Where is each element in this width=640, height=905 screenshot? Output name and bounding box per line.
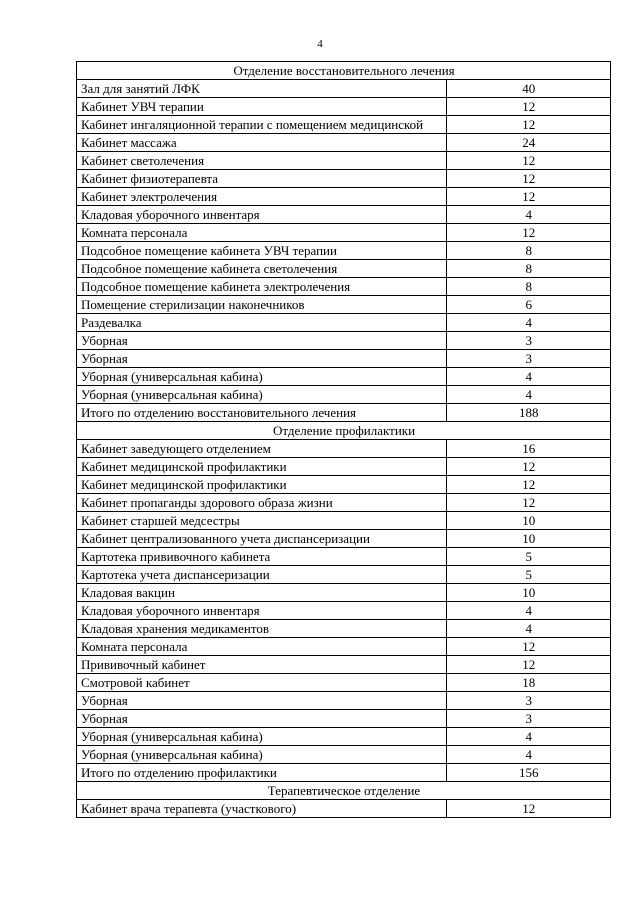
room-name-cell: Уборная (универсальная кабина)	[77, 368, 447, 386]
table-row	[77, 494, 611, 512]
room-name-cell: Картотека учета диспансеризации	[77, 566, 447, 584]
room-area-cell: 4	[446, 314, 610, 332]
room-area-cell: 4	[446, 728, 610, 746]
room-name-cell: Уборная (универсальная кабина)	[77, 746, 447, 764]
room-area-cell: 8	[446, 242, 610, 260]
table-row	[77, 566, 611, 584]
room-area-cell: 4	[446, 620, 610, 638]
room-area-cell: 4	[446, 206, 610, 224]
table-row	[77, 242, 611, 260]
table-row	[77, 332, 611, 350]
table-row	[77, 458, 611, 476]
room-name-cell: Кабинет врача терапевта (участкового)	[77, 800, 447, 818]
room-area-cell: 12	[446, 800, 610, 818]
room-name-cell: Уборная (универсальная кабина)	[77, 386, 447, 404]
room-name-cell: Кабинет заведующего отделением	[77, 440, 447, 458]
table-row	[77, 80, 611, 98]
room-area-cell: 40	[446, 80, 610, 98]
table-row	[77, 314, 611, 332]
table-row	[77, 152, 611, 170]
room-area-cell: 5	[446, 548, 610, 566]
room-name-cell: Кабинет централизованного учета диспансеризации	[77, 530, 447, 548]
table-row	[77, 692, 611, 710]
table-row	[77, 746, 611, 764]
table-row	[77, 728, 611, 746]
room-name-cell: Комната персонала	[77, 224, 447, 242]
room-name-cell: Кабинет физиотерапевта	[77, 170, 447, 188]
room-name-cell: Уборная	[77, 710, 447, 728]
room-name-cell: Кабинет УВЧ терапии	[77, 98, 447, 116]
table-row	[77, 134, 611, 152]
room-name-cell: Кладовая уборочного инвентаря	[77, 602, 447, 620]
room-area-cell: 10	[446, 530, 610, 548]
table-row	[77, 296, 611, 314]
room-name-cell: Итого по отделению профилактики	[77, 764, 447, 782]
table-row	[77, 440, 611, 458]
room-area-cell: 24	[446, 134, 610, 152]
room-name-cell: Итого по отделению восстановительного лечения	[77, 404, 447, 422]
room-name-cell: Кабинет массажа	[77, 134, 447, 152]
table-row	[77, 620, 611, 638]
table-row	[77, 170, 611, 188]
room-name-cell: Кабинет медицинской профилактики	[77, 476, 447, 494]
section-header-row	[77, 782, 611, 800]
room-name-cell: Кладовая уборочного инвентаря	[77, 206, 447, 224]
room-name-cell: Зал для занятий ЛФК	[77, 80, 447, 98]
room-area-cell: 3	[446, 332, 610, 350]
room-name-cell: Кабинет старшей медсестры	[77, 512, 447, 530]
table-row	[77, 404, 611, 422]
room-name-cell: Кладовая хранения медикаментов	[77, 620, 447, 638]
room-name-cell: Уборная	[77, 350, 447, 368]
room-area-cell: 5	[446, 566, 610, 584]
room-name-cell: Уборная	[77, 692, 447, 710]
room-area-cell: 12	[446, 458, 610, 476]
room-name-cell: Уборная	[77, 332, 447, 350]
table-row	[77, 548, 611, 566]
room-area-cell: 12	[446, 656, 610, 674]
room-area-cell: 12	[446, 476, 610, 494]
room-name-cell: Прививочный кабинет	[77, 656, 447, 674]
room-name-cell: Картотека прививочного кабинета	[77, 548, 447, 566]
room-area-cell: 12	[446, 224, 610, 242]
table-row	[77, 278, 611, 296]
table-row	[77, 476, 611, 494]
room-name-cell: Комната персонала	[77, 638, 447, 656]
room-area-cell: 12	[446, 188, 610, 206]
room-area-cell: 12	[446, 170, 610, 188]
section-header-row	[77, 62, 611, 80]
page-number: 4	[317, 38, 323, 50]
room-area-cell: 4	[446, 602, 610, 620]
table-row	[77, 512, 611, 530]
table-row	[77, 584, 611, 602]
table-row	[77, 224, 611, 242]
table-row	[77, 206, 611, 224]
room-area-cell: 6	[446, 296, 610, 314]
table-row	[77, 530, 611, 548]
room-area-cell: 8	[446, 260, 610, 278]
rooms-table	[76, 61, 611, 818]
room-area-cell: 3	[446, 710, 610, 728]
room-name-cell: Кабинет электролечения	[77, 188, 447, 206]
room-area-cell: 3	[446, 350, 610, 368]
room-name-cell: Помещение стерилизации наконечников	[77, 296, 447, 314]
room-name-cell: Подсобное помещение кабинета светолечения	[77, 260, 447, 278]
room-area-cell: 12	[446, 494, 610, 512]
room-name-cell: Кладовая вакцин	[77, 584, 447, 602]
room-area-cell: 18	[446, 674, 610, 692]
table-row	[77, 800, 611, 818]
room-name-cell: Подсобное помещение кабинета УВЧ терапии	[77, 242, 447, 260]
room-area-cell: 10	[446, 584, 610, 602]
room-area-cell: 16	[446, 440, 610, 458]
room-area-cell: 12	[446, 98, 610, 116]
section-title: Отделение восстановительного лечения	[77, 62, 611, 80]
table-row	[77, 368, 611, 386]
table-row	[77, 260, 611, 278]
room-area-cell: 12	[446, 116, 610, 134]
room-name-cell: Кабинет ингаляционной терапии с помещением медицинской	[77, 116, 447, 134]
table-row	[77, 674, 611, 692]
room-name-cell: Смотровой кабинет	[77, 674, 447, 692]
table-row	[77, 638, 611, 656]
table-row	[77, 98, 611, 116]
room-area-cell: 4	[446, 746, 610, 764]
rooms-table-body	[77, 62, 611, 818]
room-name-cell: Подсобное помещение кабинета электролечения	[77, 278, 447, 296]
table-row	[77, 116, 611, 134]
room-area-cell: 3	[446, 692, 610, 710]
table-row	[77, 764, 611, 782]
section-title: Отделение профилактики	[77, 422, 611, 440]
table-row	[77, 710, 611, 728]
table-row	[77, 386, 611, 404]
room-area-cell: 8	[446, 278, 610, 296]
section-title: Терапевтическое отделение	[77, 782, 611, 800]
room-area-cell: 12	[446, 638, 610, 656]
section-header-row	[77, 422, 611, 440]
room-area-cell: 156	[446, 764, 610, 782]
table-row	[77, 188, 611, 206]
table-row	[77, 602, 611, 620]
table-row	[77, 656, 611, 674]
room-area-cell: 4	[446, 386, 610, 404]
room-name-cell: Уборная (универсальная кабина)	[77, 728, 447, 746]
table-row	[77, 350, 611, 368]
room-area-cell: 10	[446, 512, 610, 530]
room-name-cell: Кабинет медицинской профилактики	[77, 458, 447, 476]
room-name-cell: Кабинет светолечения	[77, 152, 447, 170]
room-area-cell: 12	[446, 152, 610, 170]
room-name-cell: Кабинет пропаганды здорового образа жизни	[77, 494, 447, 512]
room-name-cell: Раздевалка	[77, 314, 447, 332]
room-area-cell: 4	[446, 368, 610, 386]
room-area-cell: 188	[446, 404, 610, 422]
